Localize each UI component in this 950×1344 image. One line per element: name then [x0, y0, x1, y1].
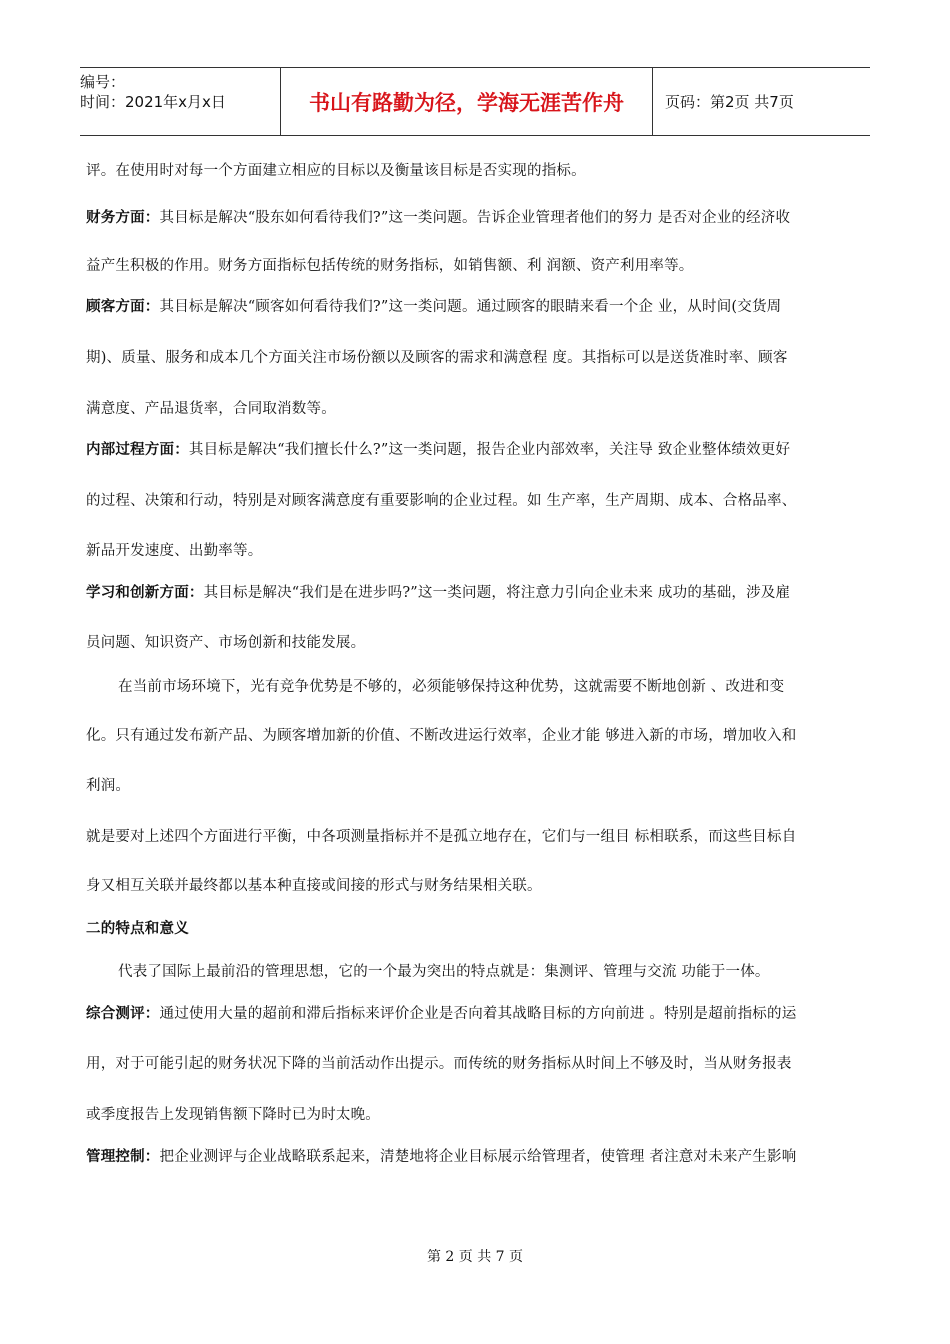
- paragraph-line: 代表了国际上最前沿的管理思想，它的一个最为突出的特点就是：集测评、管理与交流 功能于一体。: [118, 964, 770, 980]
- paragraph-line: 财务方面：其目标是解决“股东如何看待我们?”这一类问题。告诉企业管理者他们的努力 是否对企业的经济收: [86, 210, 791, 226]
- paragraph-line: 利润。: [86, 778, 131, 794]
- paragraph-line: 评。在使用时对每一个方面建立相应的目标以及衡量该目标是否实现的指标。: [86, 163, 586, 179]
- paragraph-line: 就是要对上述四个方面进行平衡，中各项测量指标并不是孤立地存在，它们与一组目 标相联系，而这些目标自: [86, 829, 797, 845]
- paragraph-line: 顾客方面：其目标是解决“顾客如何看待我们?”这一类问题。通过顾客的眼睛来看一个企 业，从时间(交货周: [86, 299, 782, 315]
- paragraph-line: 身又相互关联并最终都以基本种直接或间接的形式与财务结果相关联。: [86, 878, 542, 894]
- header-page-number: 页码：第2页 共7页: [665, 93, 794, 111]
- paragraph-line: 综合测评：通过使用大量的超前和滞后指标来评价企业是否向着其战略目标的方向前进 。特别是超前指标的运: [86, 1006, 797, 1022]
- page-footer: 第 2 页 共 7 页: [426, 1249, 524, 1265]
- paragraph-line: 化。只有通过发布新产品、为顾客增加新的价值、不断改进运行效率，企业才能 够进入新的市场，增加收入和: [86, 728, 797, 744]
- paragraph-line: 的过程、决策和行动，特别是对顾客满意度有重要影响的企业过程。如 生产率，生产周期、成本、合格品率、: [86, 493, 797, 509]
- paragraph-line: 益产生积极的作用。财务方面指标包括传统的财务指标，如销售额、利 润额、资产利用率等。: [86, 258, 694, 274]
- page-header: [80, 67, 870, 136]
- paragraph-line: 或季度报告上发现销售额下降时已为时太晚。: [86, 1107, 380, 1123]
- paragraph-line: 用，对于可能引起的财务状况下降的当前活动作出提示。而传统的财务指标从时间上不够及时，当从财务报表: [86, 1056, 792, 1072]
- paragraph-line: 新品开发速度、出勤率等。: [86, 543, 263, 559]
- document-number-label: 编号：: [80, 73, 126, 91]
- section-heading: 二的特点和意义: [86, 921, 189, 937]
- header-motto: 书山有路勤为径，学海无涯苦作舟: [280, 68, 653, 135]
- paragraph-line: 学习和创新方面：其目标是解决“我们是在进步吗?”这一类问题，将注意力引向企业未来 成功的基础，涉及雇: [86, 585, 791, 601]
- paragraph-line: 满意度、产品退货率，合同取消数等。: [86, 401, 336, 417]
- paragraph-line: 管理控制：把企业测评与企业战略联系起来，清楚地将企业目标展示给管理者，使管理 者注意对未来产生影响: [86, 1149, 797, 1165]
- paragraph-line: 在当前市场环境下，光有竞争优势是不够的，必须能够保持这种优势，这就需要不断地创新 、改进和变: [118, 679, 785, 695]
- paragraph-line: 员问题、知识资产、市场创新和技能发展。: [86, 635, 366, 651]
- paragraph-line: 内部过程方面：其目标是解决“我们擅长什么?”这一类问题，报告企业内部效率，关注导 致企业整体绩效更好: [86, 442, 791, 458]
- header-info: [80, 68, 280, 135]
- document-date: 时间：2021年x月x日: [80, 93, 226, 111]
- paragraph-line: 期)、质量、服务和成本几个方面关注市场份额以及顾客的需求和满意程 度。其指标可以是送货准时率、顾客: [86, 350, 788, 366]
